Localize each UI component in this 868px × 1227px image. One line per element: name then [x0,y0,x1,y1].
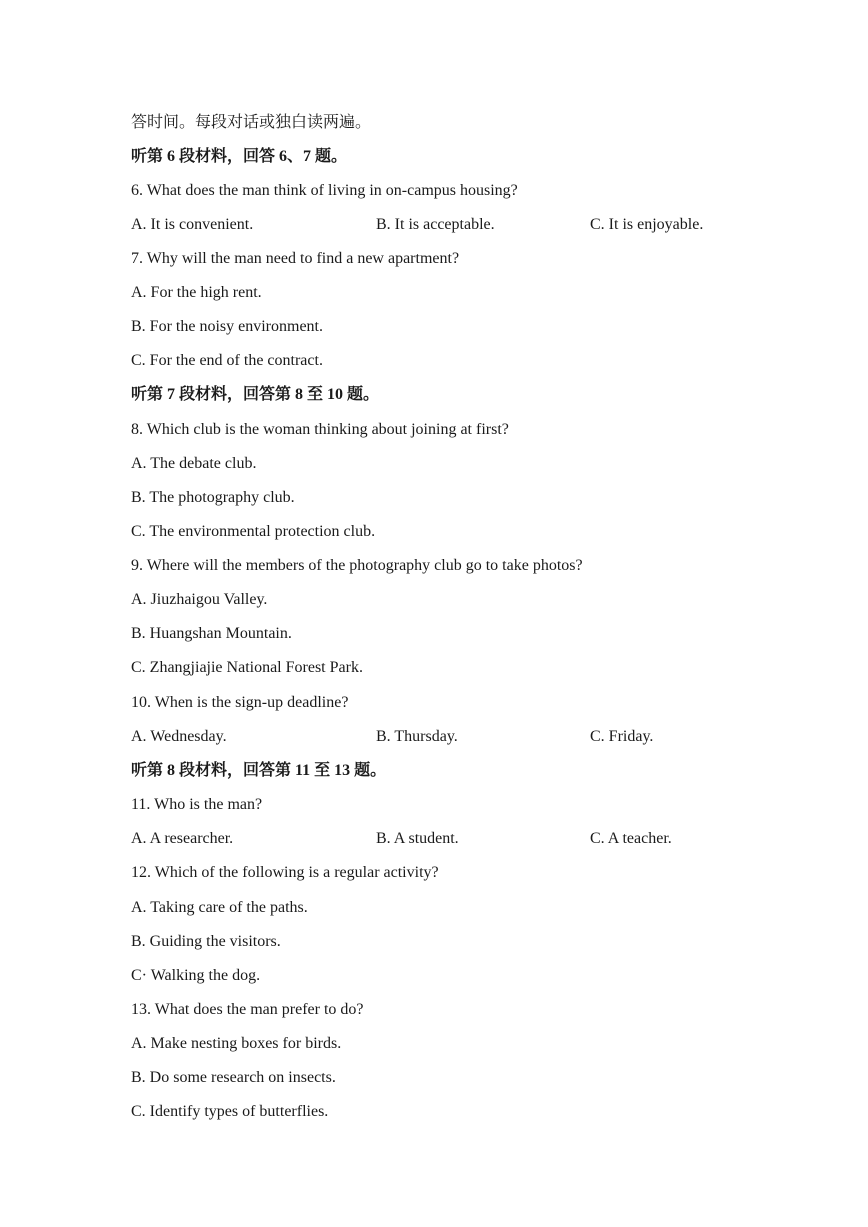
question-13-option-b: B. Do some research on insects. [131,1069,336,1086]
question-6: 6. What does the man think of living in on-campus housing? [131,182,518,199]
question-9-option-c: C. Zhangjiajie National Forest Park. [131,659,363,676]
question-10-option-c: C. Friday. [590,728,654,745]
question-7-option-c: C. For the end of the contract. [131,352,323,369]
question-9-option-b: B. Huangshan Mountain. [131,625,292,642]
question-7: 7. Why will the man need to find a new apartment? [131,250,460,267]
question-11-option-a: A. A researcher. [131,830,234,847]
question-9-option-a: A. Jiuzhaigou Valley. [131,591,268,608]
section-heading-8: 听第 8 段材料，回答第 11 至 13 题。 [131,762,387,779]
question-13: 13. What does the man prefer to do? [131,1001,364,1018]
question-13-option-a: A. Make nesting boxes for birds. [131,1035,342,1052]
section-heading-7: 听第 7 段材料，回答第 8 至 10 题。 [131,386,380,403]
question-6-option-c: C. It is enjoyable. [590,216,704,233]
question-7-option-b: B. For the noisy environment. [131,318,323,335]
question-8-option-b: B. The photography club. [131,489,295,506]
question-6-option-b: B. It is acceptable. [376,216,495,233]
section-heading-6: 听第 6 段材料，回答 6、7 题。 [131,148,348,165]
question-7-option-a: A. For the high rent. [131,284,262,301]
question-11-option-b: B. A student. [376,830,459,847]
question-8: 8. Which club is the woman thinking about joining at first? [131,421,509,438]
question-11: 11. Who is the man? [131,796,263,813]
question-12-option-a: A. Taking care of the paths. [131,899,308,916]
question-6-option-a: A. It is convenient. [131,216,254,233]
intro-text: 答时间。每段对话或独白读两遍。 [131,114,372,131]
question-13-option-c: C. Identify types of butterflies. [131,1103,329,1120]
question-10-option-a: A. Wednesday. [131,728,227,745]
question-12-option-c: C· Walking the dog. [131,967,261,984]
question-10-option-b: B. Thursday. [376,728,458,745]
question-8-option-a: A. The debate club. [131,455,257,472]
question-12-option-b: B. Guiding the visitors. [131,933,281,950]
question-10: 10. When is the sign-up deadline? [131,694,349,711]
question-11-option-c: C. A teacher. [590,830,672,847]
question-9: 9. Where will the members of the photography club go to take photos? [131,557,583,574]
question-8-option-c: C. The environmental protection club. [131,523,376,540]
question-12: 12. Which of the following is a regular activity? [131,864,439,881]
